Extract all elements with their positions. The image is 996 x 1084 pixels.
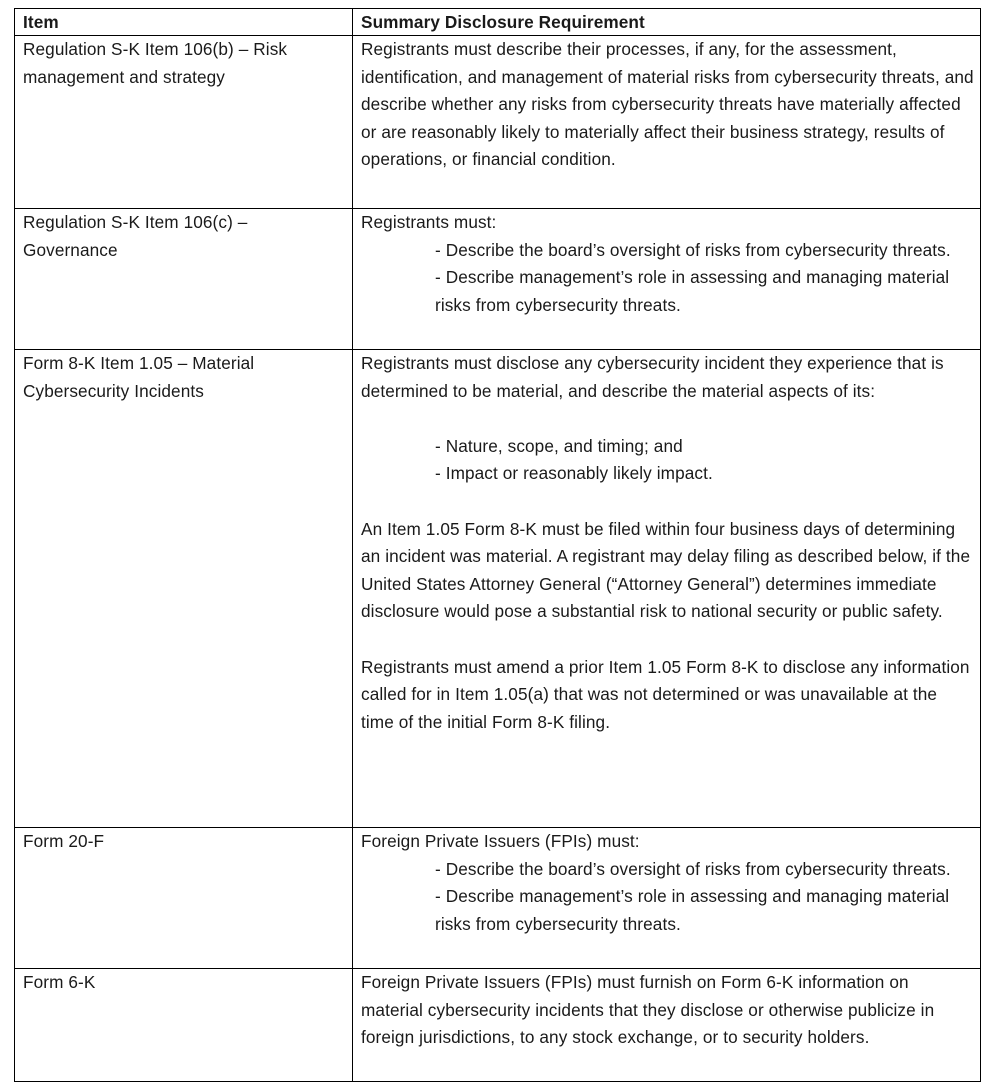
row-requirement-cell bbox=[353, 969, 981, 1082]
column-header-item: Item bbox=[15, 9, 353, 36]
row-item-cell bbox=[15, 969, 353, 1082]
requirement-intro: Registrants must disclose any cybersecurity incident they experience that is determined to be material, and describe the material aspects of its: bbox=[361, 353, 944, 401]
table-row bbox=[15, 36, 981, 209]
row-requirement-cell bbox=[353, 350, 981, 828]
disclosure-requirements-table bbox=[14, 8, 981, 1082]
requirement-intro: Registrants must: bbox=[361, 212, 497, 232]
table-row bbox=[15, 969, 981, 1082]
row-requirement-cell bbox=[353, 36, 981, 209]
paragraph-spacer bbox=[361, 488, 974, 516]
requirement-bullet: - Describe management’s role in assessing and managing material risks from cybersecurity threats. bbox=[435, 267, 950, 315]
row-item-cell bbox=[15, 350, 353, 828]
table-header-row bbox=[15, 9, 981, 36]
row-item-text: Regulation S-K Item 106(c) – Governance bbox=[23, 212, 248, 260]
row-item-cell bbox=[15, 209, 353, 350]
row-item-text: Form 8-K Item 1.05 – Material Cybersecurity Incidents bbox=[23, 353, 255, 401]
requirement-paragraph: Foreign Private Issuers (FPIs) must furnish on Form 6-K information on material cybersecurity incidents that they disclose or otherwise publicize in foreign jurisdictions, to any stock exchange, or to security holders. bbox=[361, 972, 935, 1048]
row-item-text: Regulation S-K Item 106(b) – Risk management and strategy bbox=[23, 39, 288, 87]
requirement-bullet: - Describe the board’s oversight of risks from cybersecurity threats. bbox=[435, 858, 951, 879]
row-item-text: Form 6-K bbox=[23, 972, 96, 992]
requirement-paragraph: An Item 1.05 Form 8-K must be filed within four business days of determining an incident was material. A registrant may delay filing as described below, if the United States Attorney General (“Attorney General”) determines immediate disclosure would pose a substantial risk to national security or public safety. bbox=[361, 518, 971, 622]
requirement-paragraph: Registrants must describe their processes, if any, for the assessment, identification, and management of material risks from cybersecurity threats, and describe whether any risks from cybersecurity threats have materially affected or are reasonably likely to materially affect their business strategy, results of operations, or financial condition. bbox=[361, 39, 974, 170]
row-requirement-cell bbox=[353, 828, 981, 969]
table-row bbox=[15, 828, 981, 969]
paragraph-spacer bbox=[361, 626, 974, 654]
row-item-cell bbox=[15, 36, 353, 209]
table-row bbox=[15, 350, 981, 828]
paragraph-spacer bbox=[361, 405, 974, 433]
requirement-paragraph: Registrants must amend a prior Item 1.05 Form 8-K to disclose any information called for in Item 1.05(a) that was not determined or was unavailable at the time of the initial Form 8-K filing. bbox=[361, 656, 970, 732]
requirement-bullet: - Describe the board’s oversight of risks from cybersecurity threats. bbox=[435, 239, 951, 260]
row-item-cell bbox=[15, 828, 353, 969]
requirement-bullet: - Nature, scope, and timing; and bbox=[435, 435, 683, 456]
requirement-bullet: - Impact or reasonably likely impact. bbox=[435, 463, 713, 484]
row-requirement-cell bbox=[353, 209, 981, 350]
table-row bbox=[15, 209, 981, 350]
requirement-bullet: - Describe management’s role in assessing and managing material risks from cybersecurity threats. bbox=[435, 886, 950, 934]
row-item-text: Form 20-F bbox=[23, 831, 105, 851]
column-header-requirement: Summary Disclosure Requirement bbox=[353, 9, 981, 36]
requirement-intro: Foreign Private Issuers (FPIs) must: bbox=[361, 831, 640, 851]
